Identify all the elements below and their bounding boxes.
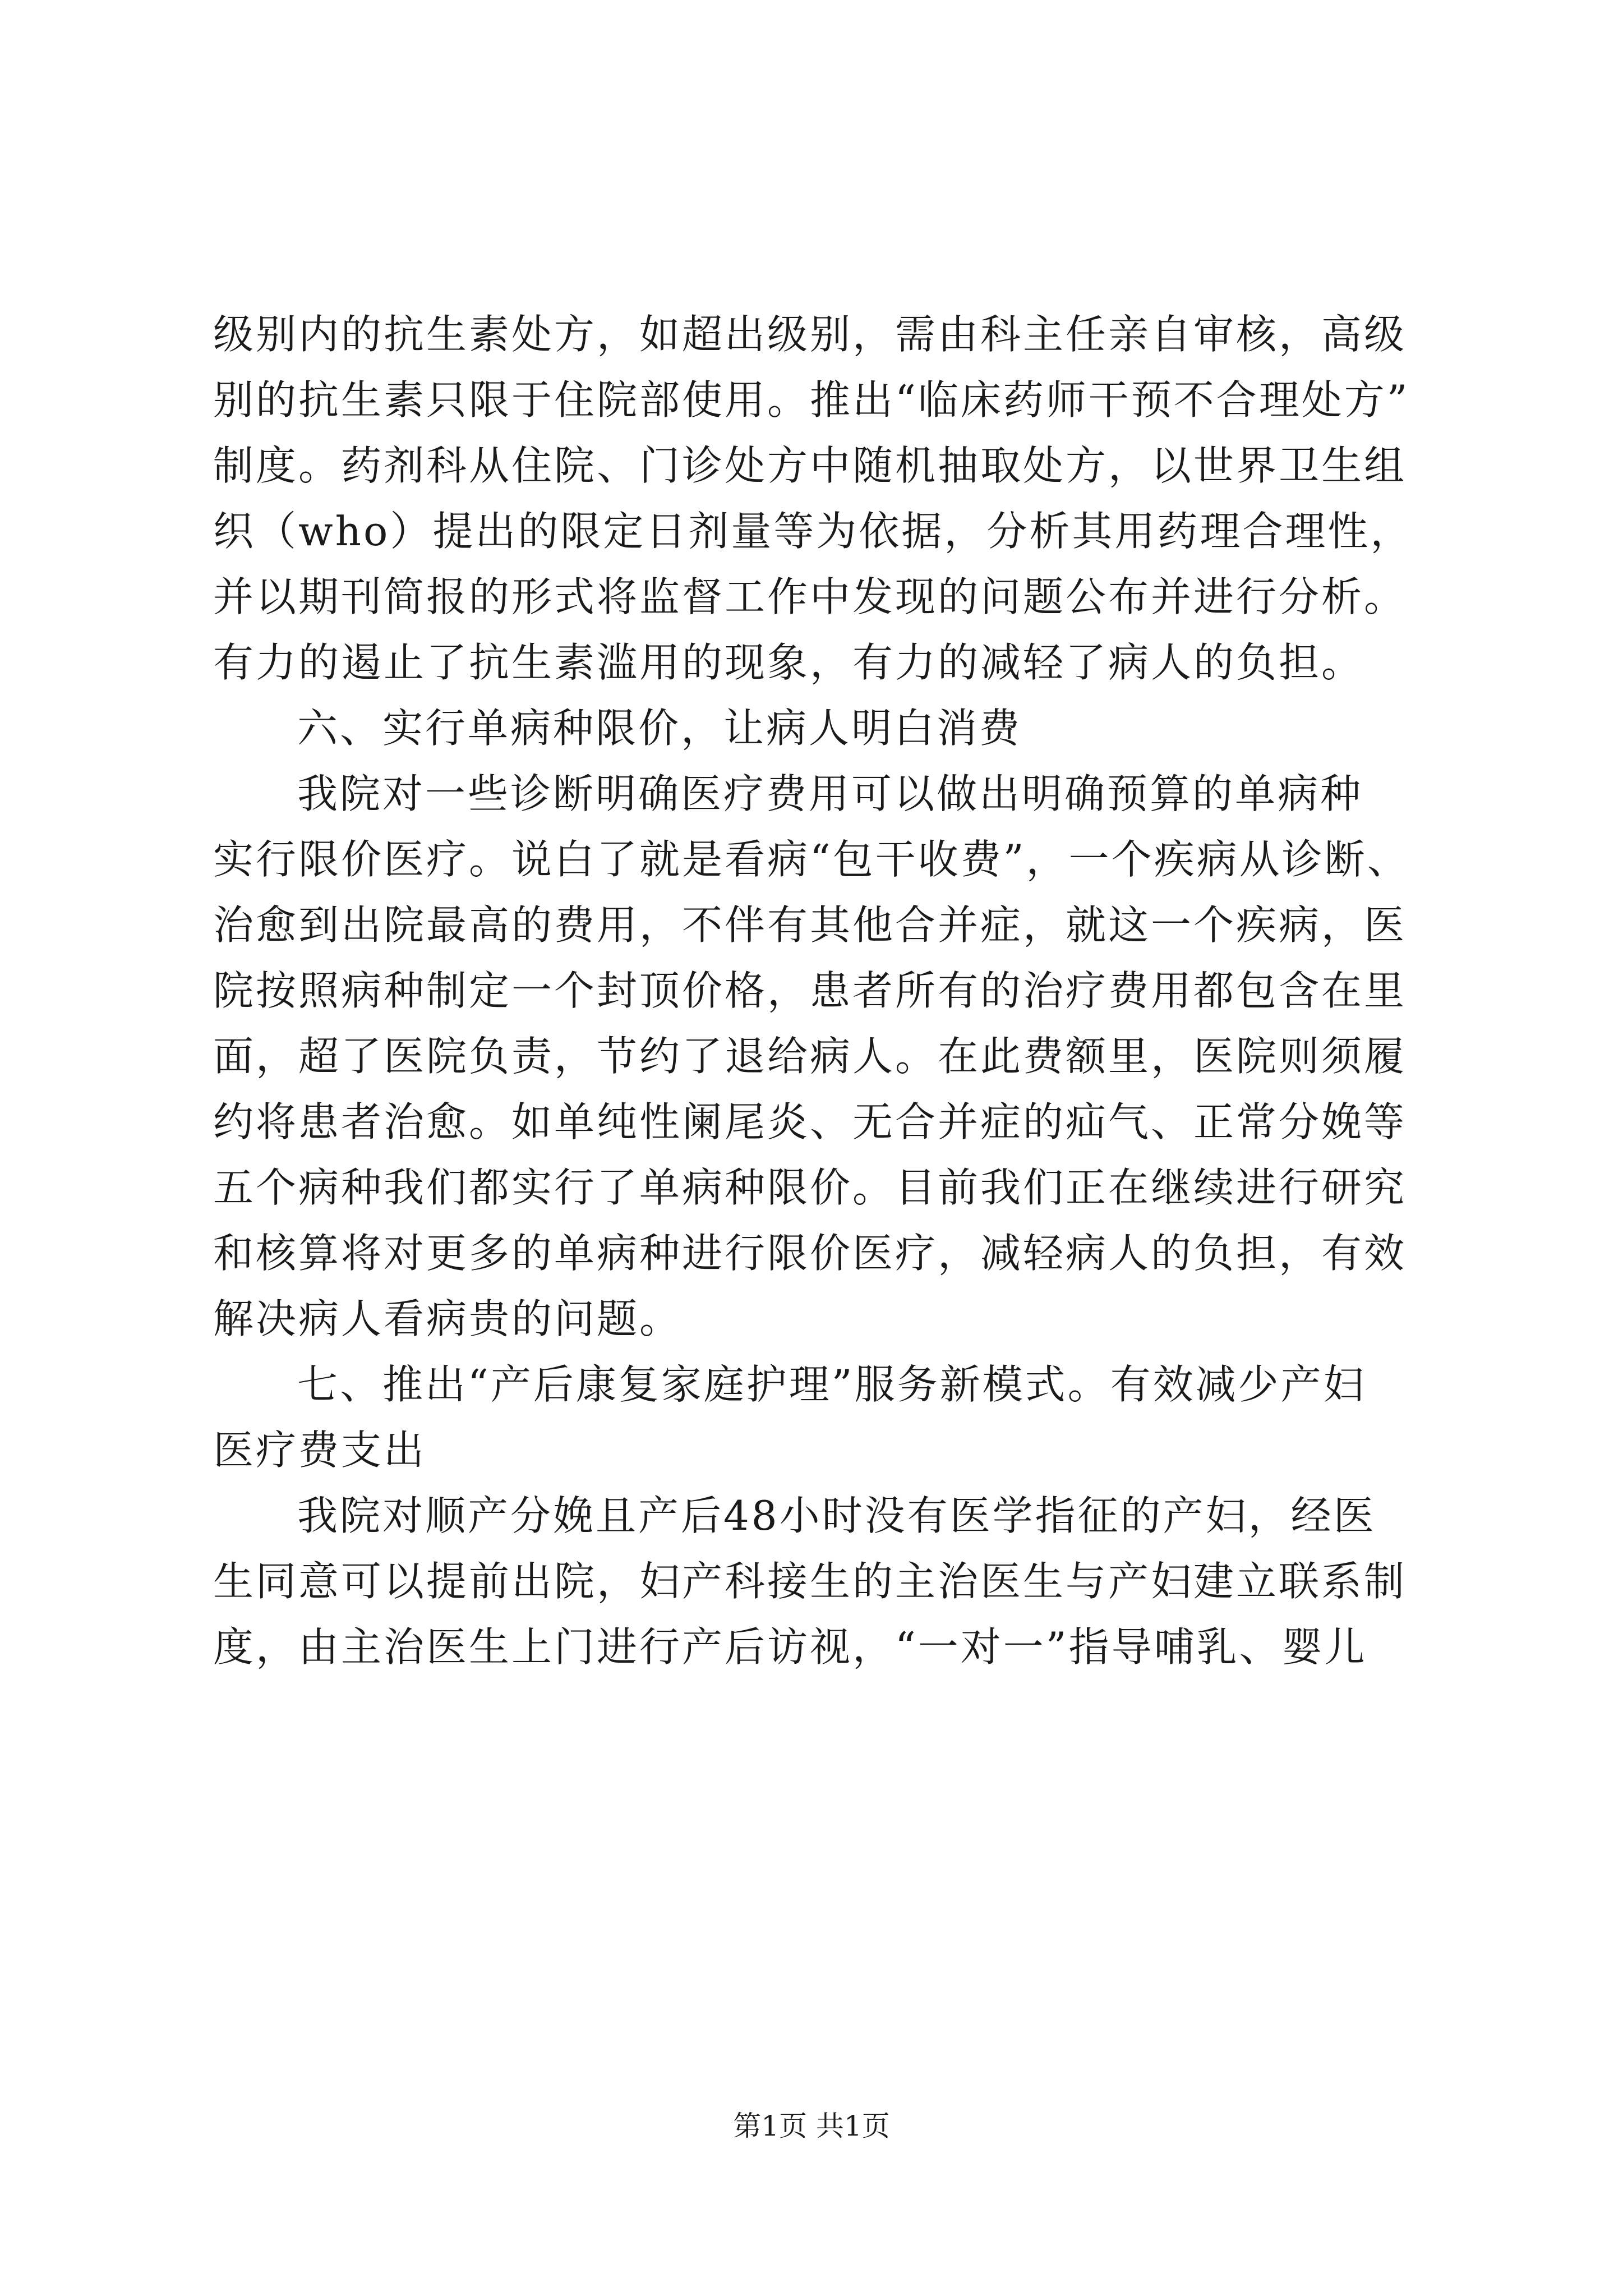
text-line: 面，超了医院负责，节约了退给病人。在此费额里，医院则须履	[213, 1033, 1407, 1080]
text-line: 有力的遏止了抗生素滥用的现象，有力的减轻了病人的负担。	[213, 639, 1364, 686]
text-line: 我院对一些诊断明确医疗费用可以做出明确预算的单病种	[297, 770, 1363, 817]
text-line: 制度。药剂科从住院、门诊处方中随机抽取处方，以世界卫生组	[213, 442, 1407, 489]
page-footer: 第1页 共1页	[733, 2110, 890, 2142]
section-heading: 七、推出“产后康复家庭护理”服务新模式。有效减少产妇	[297, 1361, 1366, 1408]
text-line: 和核算将对更多的单病种进行限价医疗，减轻病人的负担，有效	[213, 1230, 1407, 1277]
text-line: 解决病人看病贵的问题。	[213, 1295, 683, 1342]
section-heading: 六、实行单病种限价，让病人明白消费	[297, 705, 1022, 752]
section-heading-cont: 医疗费支出	[213, 1427, 427, 1474]
text-line: 级别内的抗生素处方，如超出级别，需由科主任亲自审核，高级	[213, 311, 1407, 358]
text-line: 院按照病种制定一个封顶价格，患者所有的治疗费用都包含在里	[213, 967, 1407, 1014]
text-line: 治愈到出院最高的费用，不伴有其他合并症，就这一个疾病，医	[213, 901, 1407, 949]
text-line: 约将患者治愈。如单纯性阑尾炎、无合并症的疝气、正常分娩等	[213, 1098, 1407, 1145]
text-line: 度，由主治医生上门进行产后访视，“一对一”指导哺乳、婴儿	[213, 1623, 1367, 1671]
body-text	[213, 302, 1424, 1680]
text-line: 织（who）提出的限定日剂量等为依据，分析其用药理合理性，	[213, 508, 1413, 555]
text-line: 我院对顺产分娩且产后48小时没有医学指征的产妇，经医	[297, 1492, 1376, 1539]
text-line: 并以期刊简报的形式将监督工作中发现的问题公布并进行分析。	[213, 573, 1407, 620]
text-line: 生同意可以提前出院，妇产科接生的主治医生与产妇建立联系制	[213, 1558, 1407, 1605]
text-line: 五个病种我们都实行了单病种限价。目前我们正在继续进行研究	[213, 1164, 1407, 1211]
text-line: 别的抗生素只限于住院部使用。推出“临床药师干预不合理处方”	[213, 376, 1410, 424]
text-line: 实行限价医疗。说白了就是看病“包干收费”，一个疾病从诊断、	[213, 836, 1410, 883]
